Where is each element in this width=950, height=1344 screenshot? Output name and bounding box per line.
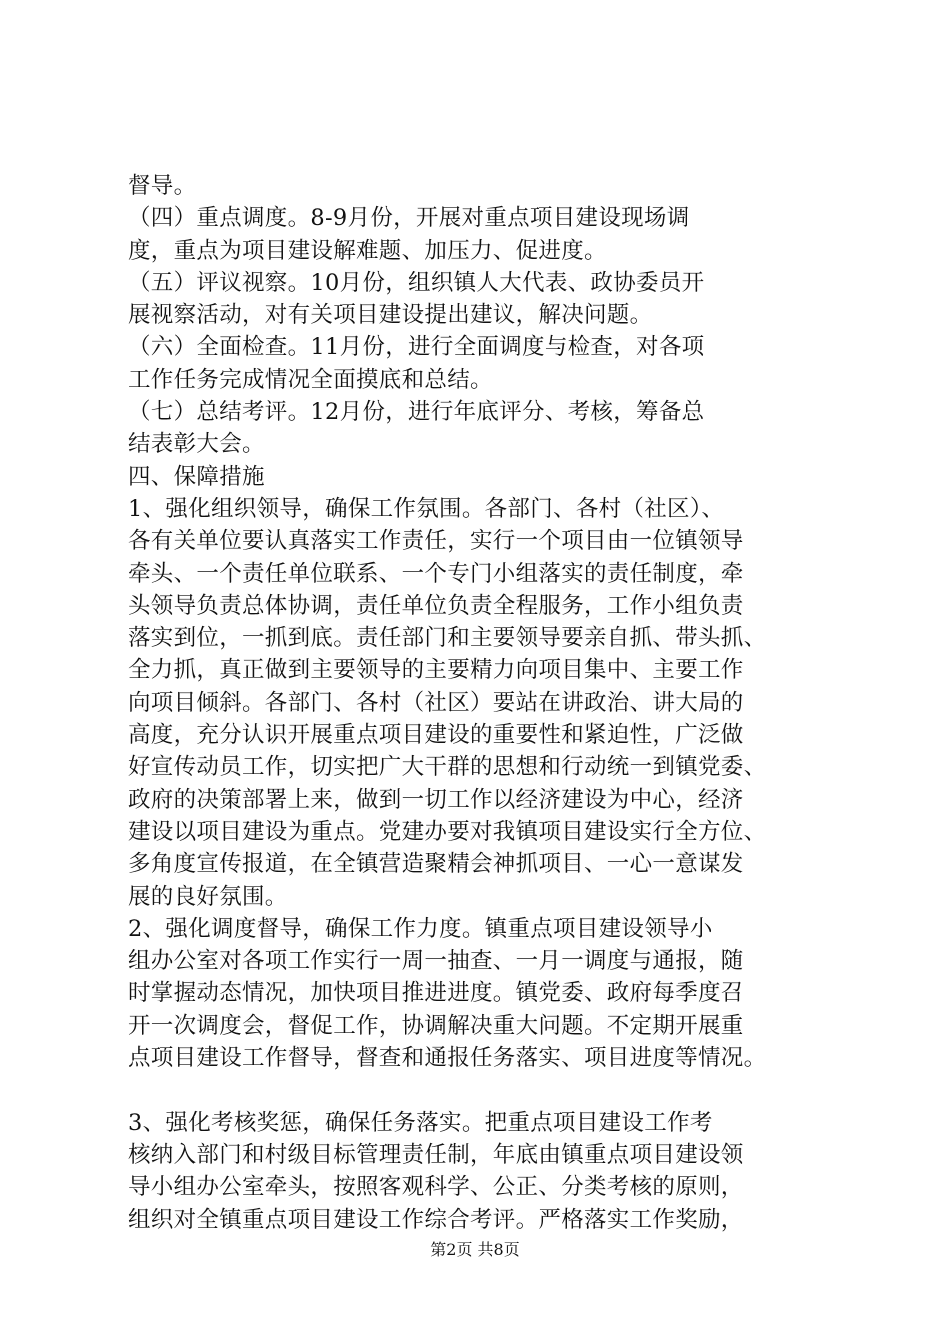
text-line: （四）重点调度。8-9月份，开展对重点项目建设现场调 bbox=[128, 205, 690, 232]
text-line: 核纳入部门和村级目标管理责任制，年底由镇重点项目建设领 bbox=[128, 1141, 744, 1168]
text-line: （五）评议视察。10月份，组织镇人大代表、政协委员开 bbox=[128, 269, 705, 296]
text-line: 3、强化考核奖惩，确保任务落实。把重点项目建设工作考 bbox=[128, 1109, 713, 1136]
text-line: （六）全面检查。11月份，进行全面调度与检查，对各项 bbox=[128, 334, 705, 361]
text-line: 建设以项目建设为重点。党建办要对我镇项目建设实行全方位、 bbox=[128, 818, 767, 845]
text-line: 展的良好氛围。 bbox=[128, 883, 288, 910]
text-line: 牵头、一个责任单位联系、一个专门小组落实的责任制度，牵 bbox=[128, 560, 744, 587]
text-line: 好宣传动员工作，切实把广大干群的思想和行动统一到镇党委、 bbox=[128, 754, 767, 781]
text-line: 高度，充分认识开展重点项目建设的重要性和紧迫性，广泛做 bbox=[128, 722, 744, 749]
text-line: 头领导负责总体协调，责任单位负责全程服务，工作小组负责 bbox=[128, 592, 744, 619]
text-line: 组织对全镇重点项目建设工作综合考评。严格落实工作奖励， bbox=[128, 1206, 744, 1233]
text-line: 时掌握动态情况，加快项目推进进度。镇党委、政府每季度召 bbox=[128, 980, 744, 1007]
text-line: 政府的决策部署上来，做到一切工作以经济建设为中心，经济 bbox=[128, 786, 744, 813]
text-line: （七）总结考评。12月份，进行年底评分、考核，筹备总 bbox=[128, 399, 705, 426]
text-line: 结表彰大会。 bbox=[128, 431, 265, 458]
text-line: 导小组办公室牵头，按照客观科学、公正、分类考核的原则， bbox=[128, 1174, 744, 1201]
text-line: 落实到位，一抓到底。责任部门和主要领导要亲自抓、带头抓、 bbox=[128, 625, 767, 652]
text-line: 2、强化调度督导，确保工作力度。镇重点项目建设领导小 bbox=[128, 915, 713, 942]
text-line: 点项目建设工作督导，督查和通报任务落实、项目进度等情况。 bbox=[128, 1045, 767, 1072]
text-line: 开一次调度会，督促工作，协调解决重大问题。不定期开展重 bbox=[128, 1012, 744, 1039]
text-line: 展视察活动，对有关项目建设提出建议，解决问题。 bbox=[128, 302, 653, 329]
text-line: 四、保障措施 bbox=[128, 463, 265, 490]
text-line: 工作任务完成情况全面摸底和总结。 bbox=[128, 366, 493, 393]
page-footer: 第2页 共8页 bbox=[430, 1240, 520, 1259]
document-body bbox=[128, 170, 848, 1236]
text-line: 多角度宣传报道，在全镇营造聚精会神抓项目、一心一意谋发 bbox=[128, 851, 744, 878]
text-line: 1、强化组织领导，确保工作氛围。各部门、各村（社区）、 bbox=[128, 495, 725, 522]
text-line: 全力抓，真正做到主要领导的主要精力向项目集中、主要工作 bbox=[128, 657, 744, 684]
text-line: 向项目倾斜。各部门、各村（社区）要站在讲政治、讲大局的 bbox=[128, 689, 744, 716]
blank-line bbox=[128, 1074, 848, 1106]
text-line: 各有关单位要认真落实工作责任，实行一个项目由一位镇领导 bbox=[128, 528, 744, 555]
text-line: 组办公室对各项工作实行一周一抽查、一月一调度与通报，随 bbox=[128, 948, 744, 975]
text-line: 度，重点为项目建设解难题、加压力、促进度。 bbox=[128, 237, 607, 264]
text-line: 督导。 bbox=[128, 173, 197, 199]
